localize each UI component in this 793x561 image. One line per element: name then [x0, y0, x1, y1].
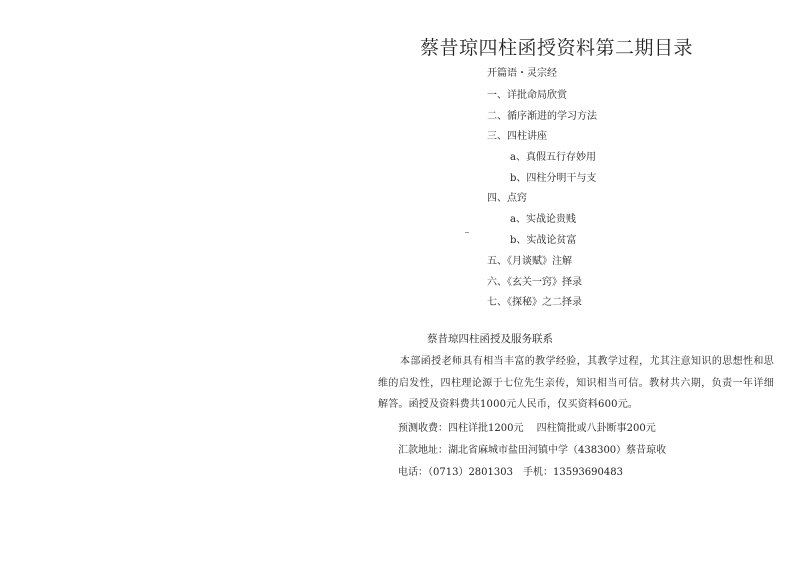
- toc-item: 五、《月谈赋》注解: [487, 256, 572, 267]
- phone-line: 电话：（0713）2801303 手机：13593690483: [398, 467, 623, 478]
- service-title: 蔡昔琼四柱函授及服务联系: [427, 333, 553, 345]
- fees-line: 预测收费：四柱详批1200元 四柱简批或八卦断事200元: [398, 423, 656, 434]
- toc-item: 三、四柱讲座: [487, 131, 547, 142]
- toc-item: 一、详批命局欣赏: [487, 90, 567, 101]
- toc-item: 四、点窍: [487, 193, 527, 204]
- toc-item: 二、循序渐进的学习方法: [487, 111, 597, 122]
- scan-speck: [465, 232, 469, 233]
- toc-subitem: b、实战论贫富: [510, 235, 577, 246]
- toc-subitem: a、真假五行存妙用: [510, 152, 596, 163]
- service-paragraph: 本部函授老师具有相当丰富的教学经验，其教学过程，尤其注意知识的思想性和思维的启发性，四柱理论源于七位先生亲传，知识相当可信。教材共六期，负责一年详细解答。函授及资料费共1000元人民币，仅买资料600元。: [378, 356, 774, 410]
- toc-subitem: a、实战论贵贱: [510, 214, 576, 225]
- address-line: 汇款地址：湖北省麻城市盐田河镇中学（438300）蔡昔琼收: [398, 445, 667, 456]
- toc-subitem: b、四柱分明干与支: [510, 173, 597, 184]
- toc-item: 七、《探秘》之二择录: [487, 297, 582, 308]
- toc-item: 六、《玄关一窍》择录: [487, 277, 582, 288]
- toc-item: 开篇语・灵宗经: [487, 68, 557, 79]
- page-title: 蔡昔琼四柱函授资料第二期目录: [420, 37, 694, 59]
